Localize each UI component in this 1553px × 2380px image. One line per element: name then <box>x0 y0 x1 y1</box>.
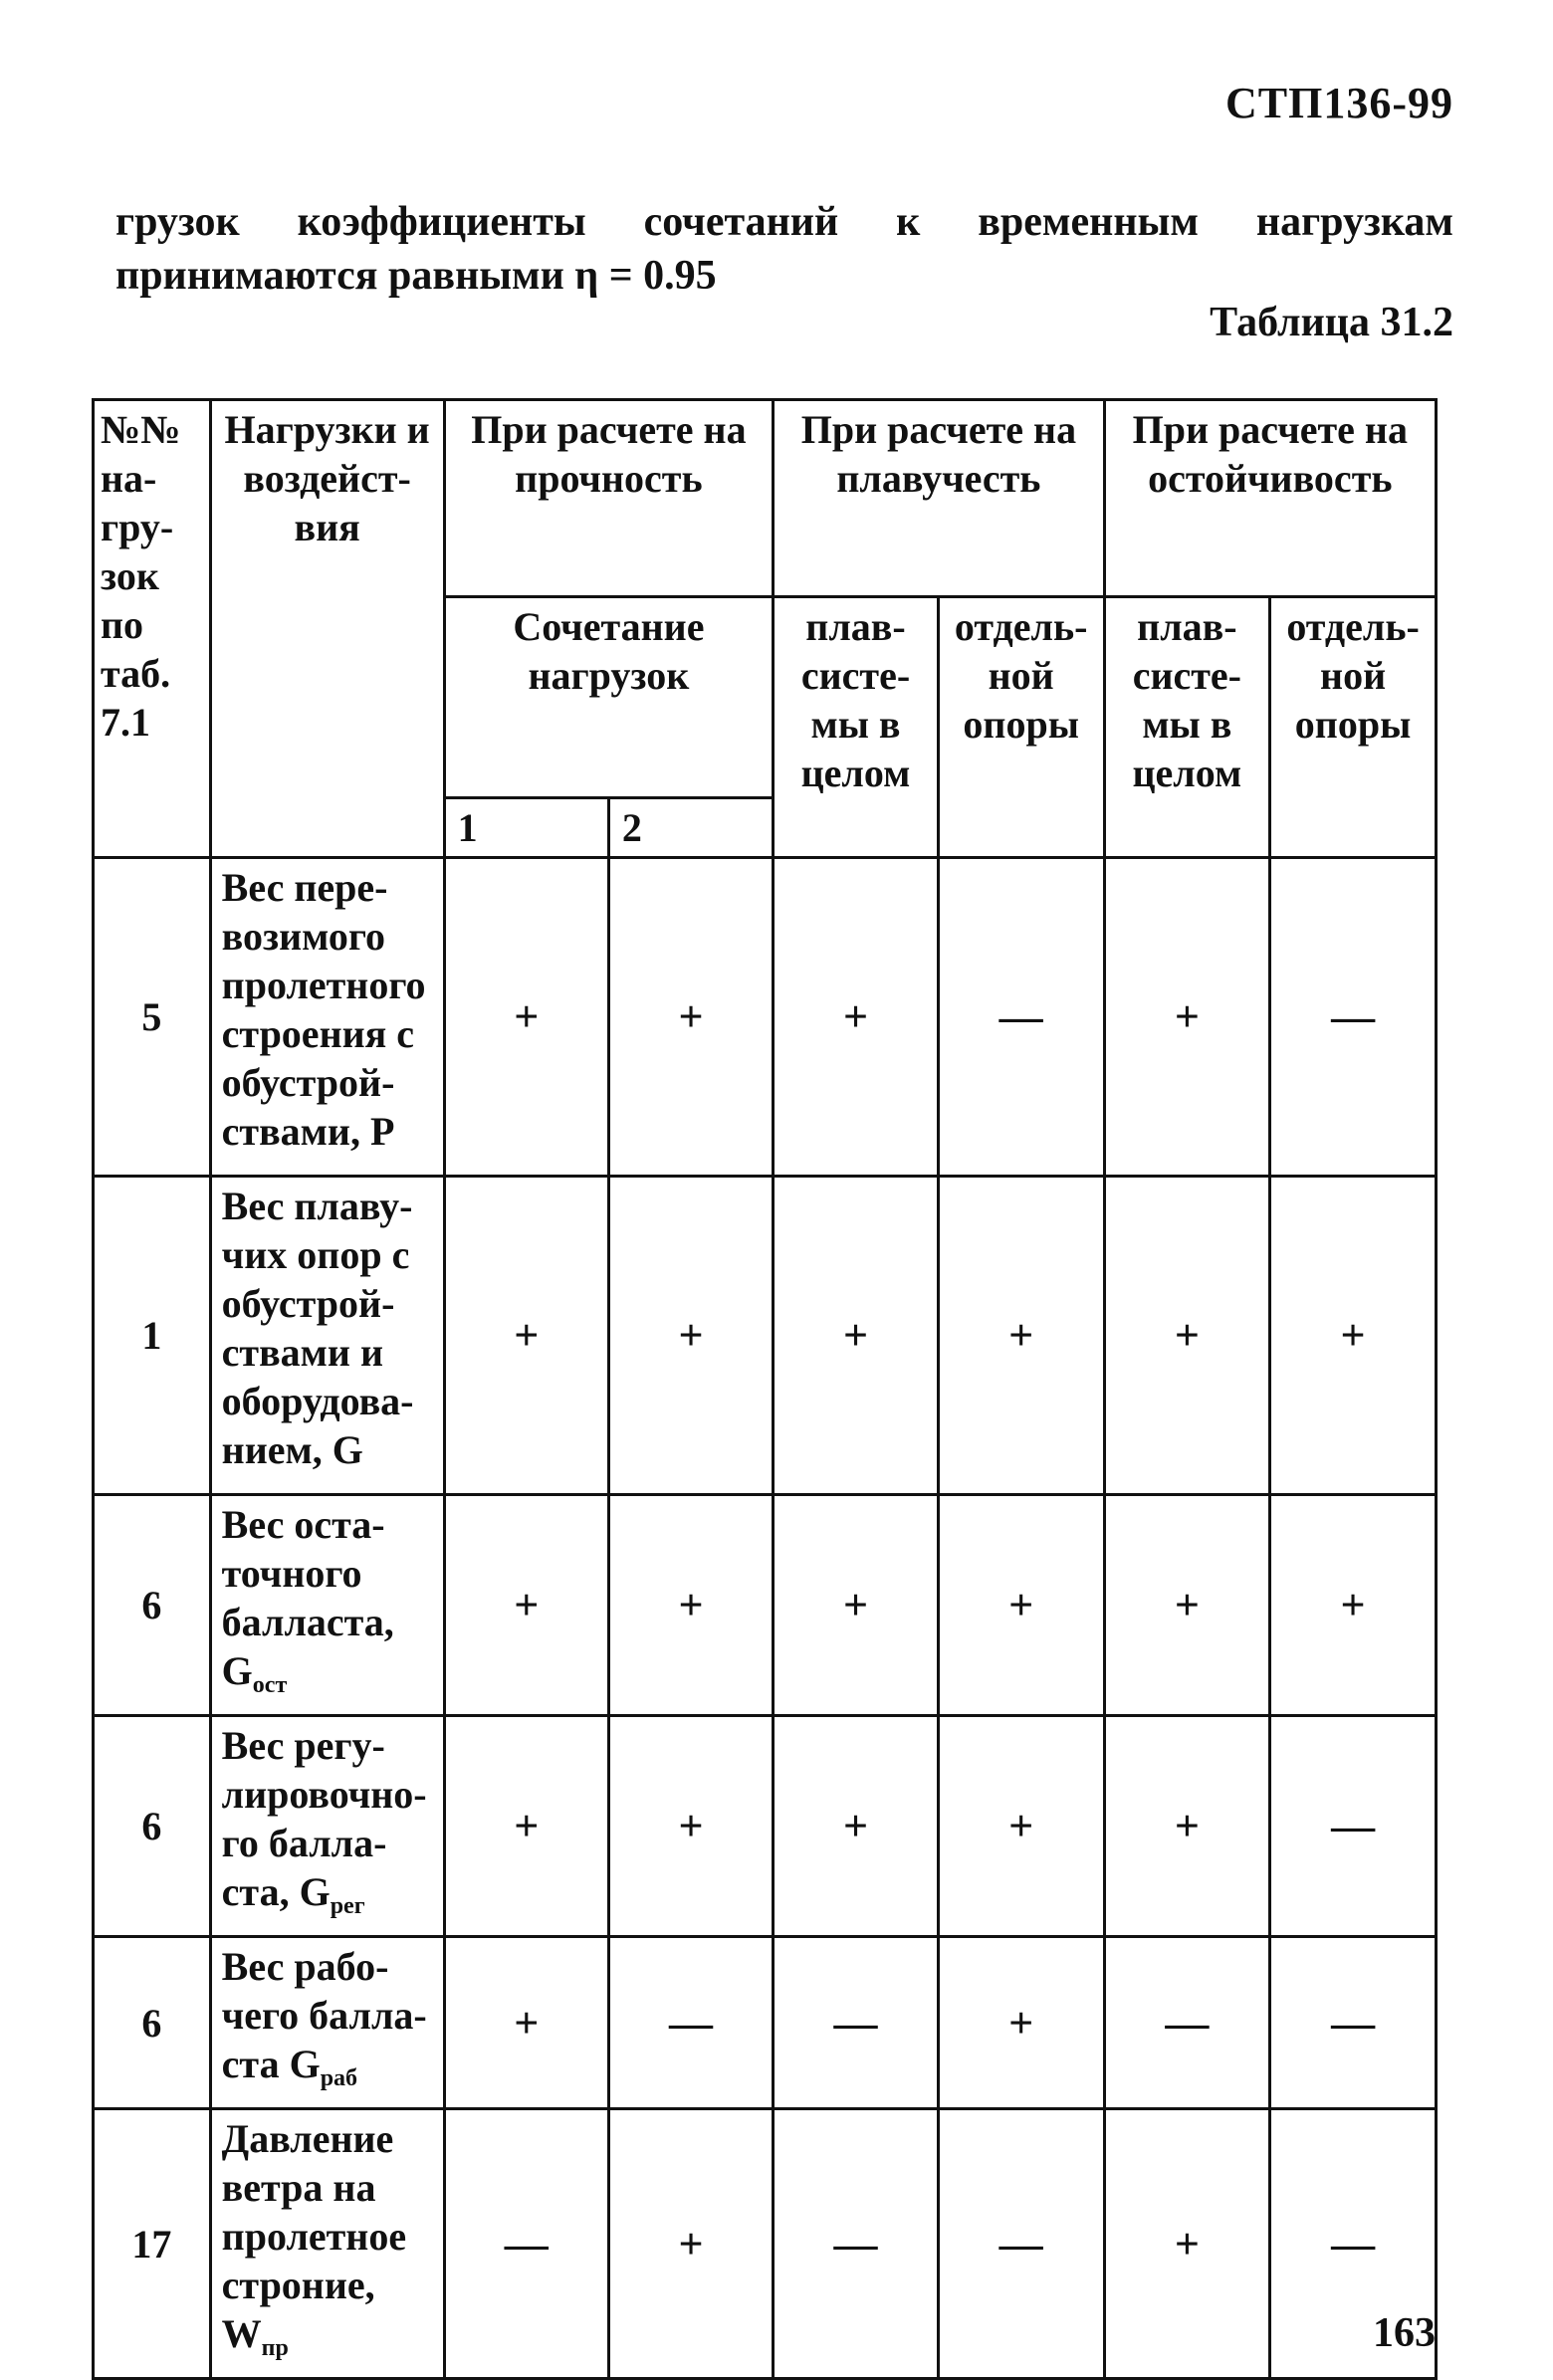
mark-cell: + <box>938 1495 1104 1716</box>
mark-cell: + <box>444 1937 608 2109</box>
mark-cell: + <box>774 1495 939 1716</box>
mark-cell: + <box>938 1716 1104 1937</box>
table-row <box>94 1177 1437 1495</box>
mark-cell: + <box>1104 858 1270 1177</box>
mark-cell: + <box>444 1177 608 1495</box>
mark-cell: + <box>1104 2109 1270 2379</box>
mark-cell: + <box>608 858 773 1177</box>
header-load-number: №№ на-гру-зок по таб. 7.1 <box>94 400 211 858</box>
mark-cell: + <box>1104 1716 1270 1937</box>
loads-combination-table <box>92 398 1438 2380</box>
mark-cell: — <box>1270 1937 1437 2109</box>
row-load-number: 6 <box>94 1716 211 1937</box>
row-load-name: Вес пере-возимого пролетного строения с обустрой-ствами, P <box>210 858 444 1177</box>
mark-cell: + <box>938 1177 1104 1495</box>
mark-cell: — <box>1270 858 1437 1177</box>
mark-cell: + <box>608 1177 773 1495</box>
mark-cell: — <box>938 2109 1104 2379</box>
row-load-number: 5 <box>94 858 211 1177</box>
row-load-name: Вес регу-лировочно-го балла-ста, $G_{рег}$ <box>210 1716 444 1937</box>
header-combination-1: 1 <box>444 798 608 858</box>
mark-cell: — <box>1104 1937 1270 2109</box>
row-load-number: 6 <box>94 1495 211 1716</box>
row-load-name: Вес оста-точного балласта, $G_{ост}$ <box>210 1495 444 1716</box>
mark-cell: + <box>1270 1495 1437 1716</box>
header-stability: При расчете на остойчивость <box>1104 400 1436 597</box>
mark-cell: + <box>608 1716 773 1937</box>
table-row <box>94 858 1437 1177</box>
row-load-name: Вес плаву-чих опор с обустрой-ствами и оборудова-нием, G <box>210 1177 444 1495</box>
table-row <box>94 2109 1437 2379</box>
intro-paragraph: грузок коэффициенты сочетаний к временным нагрузкам принимаются равными η = 0.95 <box>115 199 1453 299</box>
header-combination-2: 2 <box>608 798 773 858</box>
table-row <box>94 1495 1437 1716</box>
row-load-number: 6 <box>94 1937 211 2109</box>
table-row <box>94 1716 1437 1937</box>
mark-cell: + <box>774 1716 939 1937</box>
row-load-number: 1 <box>94 1177 211 1495</box>
mark-cell: + <box>774 858 939 1177</box>
header-stability-single: отдель-ной опоры <box>1270 597 1437 858</box>
header-buoyancy-system: плав-систе-мы в целом <box>774 597 939 858</box>
mark-cell: + <box>774 1177 939 1495</box>
header-buoyancy: При расчете на плавучесть <box>774 400 1104 597</box>
mark-cell: + <box>444 1495 608 1716</box>
mark-cell: + <box>1270 1177 1437 1495</box>
mark-cell: — <box>1270 1716 1437 1937</box>
row-load-name: Вес рабо-чего балла-ста $G_{раб}$ <box>210 1937 444 2109</box>
mark-cell: — <box>774 1937 939 2109</box>
header-combination: Сочетание нагрузок <box>444 597 774 798</box>
row-load-name: Давление ветра на пролетное строние, $W_{пр}$ <box>210 2109 444 2379</box>
mark-cell: — <box>1270 2109 1437 2379</box>
mark-cell: — <box>938 858 1104 1177</box>
page-number: 163 <box>1373 2310 1436 2356</box>
mark-cell: + <box>938 1937 1104 2109</box>
mark-cell: + <box>608 1495 773 1716</box>
mark-cell: — <box>608 1937 773 2109</box>
mark-cell: + <box>608 2109 773 2379</box>
header-loads: Нагрузки и воздейст-вия <box>210 400 444 858</box>
header-buoyancy-single: отдель-ной опоры <box>938 597 1104 858</box>
mark-cell: — <box>774 2109 939 2379</box>
mark-cell: — <box>444 2109 608 2379</box>
table-caption: Таблица 31.2 <box>1210 300 1453 345</box>
mark-cell: + <box>1104 1177 1270 1495</box>
mark-cell: + <box>1104 1495 1270 1716</box>
header-strength: При расчете на прочность <box>444 400 774 597</box>
header-stability-system: плав-систе-мы в целом <box>1104 597 1270 858</box>
mark-cell: + <box>444 858 608 1177</box>
table-row <box>94 1937 1437 2109</box>
mark-cell: + <box>444 1716 608 1937</box>
document-code: СТП136-99 <box>1225 79 1453 127</box>
row-load-number: 17 <box>94 2109 211 2379</box>
